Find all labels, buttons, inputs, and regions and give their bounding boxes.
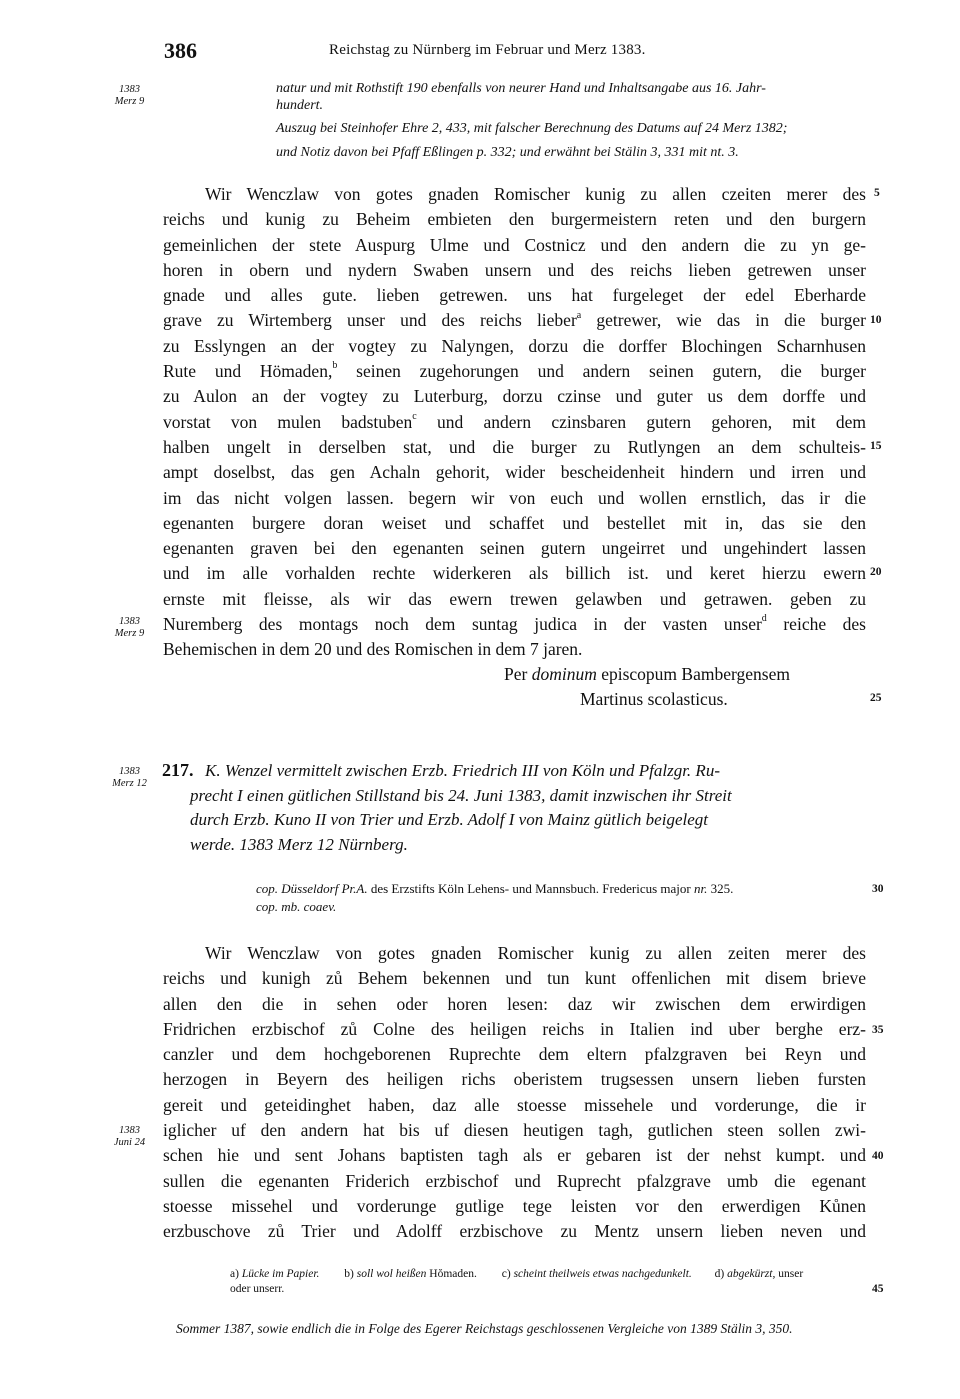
footnote-label: a) [230,1268,239,1280]
text-line: horen in obern und nydern Swaben unsern und des reichs lieben getrewen unser [163,259,866,280]
intro-note [276,77,866,165]
footnote-line-2: oder unserr. [230,1283,285,1295]
text-segment: reiche des [766,614,866,635]
text-line: canzler und dem hochgeborenen Ruprechte dem eltern pfalzgraven bei Reyn und [163,1044,866,1065]
document-217-text [163,941,866,1245]
source-text: des Erzstifts Köln Lehens- und Mannsbuch. Fredericus major [367,881,694,896]
footnote-label: d) [714,1268,725,1280]
signature-line-2: Martinus scolasticus. [580,689,728,709]
text-line: stoesse missehel und vorderunge gutlige tege leisten vor den erwerdigen Kůnen [163,1195,866,1216]
line-number: 40 [872,1150,884,1162]
text-line: ampt doselbst, das gen Achaln gehorit, wider bescheidenheit hindern und irren und [163,462,866,483]
line-number: 45 [872,1283,884,1295]
footnote-mark: c [412,410,417,422]
text-line: herzogen in Beyern des heiligen richs oberistem trugsessen unsern lieben fursten [163,1069,866,1090]
text-segment: getrewer, wie das in die burger [581,310,866,331]
margin-year: 1383 [119,84,140,95]
footnote-text: scheint theilweis etwas nachgedunkelt. [513,1268,692,1280]
note-line: und Notiz davon bei Pfaff Eßlingen p. 332; und erwähnt bei Stälin 3, 331 mit nt. 3. [276,145,739,160]
footnote-text: unser [775,1268,804,1280]
line-number: 35 [872,1024,884,1036]
margin-day: Merz 12 [112,778,147,789]
footnote-mark: a [576,309,582,321]
line-number: 10 [870,314,882,326]
sig-italic: dominum [531,664,597,684]
text-line [163,410,866,435]
note-line: Auszug bei Steinhofer Ehre 2, 433, mit falscher Berechnung des Datums auf 24 Merz 1382; [276,121,788,136]
margin-date-mid [107,616,152,640]
document-number: 217. [162,760,194,780]
text-line: egenanten burgere doran weiset und schaffet und bestellet mit in, das sie den [163,512,866,533]
footnote-c [502,1268,692,1280]
text-line: Fridrichen erzbischof zů Colne des heiligen reichs in Italien ind uber berghe erz- [163,1018,866,1039]
footnote-line-1 [230,1267,870,1282]
line-number: 5 [874,187,880,199]
text-segment: vorstat von mulen badstuben [163,411,413,432]
text-segment: Nuremberg des montags noch dem suntag judica in der vasten unser [163,614,762,635]
footnote-d [715,1268,804,1280]
text-line [163,359,866,384]
text-line: reichs und kunig zu Beheim embieten den burgermeistern reten und den burgern [163,209,866,230]
text-segment: Rute und Hömaden, [163,361,333,382]
text-line: gemeinlichen der stete Auspurg Ulme und Costnicz und den andern die zu yn ge- [163,234,866,255]
text-line: ernste mit fleisse, als wir das ewern trewen gelawben und getrawen. geben zu [163,588,866,609]
text-line: Wir Wenczlaw von gotes gnaden Romischer kunig zu allen czeiten merer des [205,184,866,204]
regest-line: durch Erzb. Kuno II von Trier und Erzb. Adolf I von Mainz gütlich beigelegt [190,810,708,829]
margin-year: 1383 [119,1125,140,1136]
footnote-text: soll wol heißen [356,1268,427,1280]
line-number: 25 [870,692,882,704]
line-number: 15 [870,440,882,452]
signature-line-1 [504,662,790,687]
text-line: gnade und alles gute. lieben getrewen. uns hat furgeleget der edel Eberharde [163,285,866,306]
regest-line: werde. 1383 Merz 12 Nürnberg. [190,834,408,854]
text-line [163,612,866,637]
text-line: iglicher uf den andern hat bis uf diesen heutigen tagh, gutlichen steen sollen zwi- [163,1120,866,1141]
note-line: natur und mit Rothstift 190 ebenfalls von neurer Hand und Inhaltsangabe aus 16. Jahr- [276,81,766,96]
sig-text: Per [504,664,532,684]
source-line-1 [256,880,733,898]
text-line: erzbuschove zů Trier und Adolff erzbischove zu Mentz unsern lieben neven und [163,1221,866,1242]
text-line: und im alle vorhalden rechte widerkeren als billich ist. und keret hierzu ewern [163,563,866,584]
text-line: reichs und kunigh zů Behem bekennen und tun kunt offenlichen mit disem brieve [163,968,866,989]
text-line: Behemischen in dem 20 und des Romischen in dem 7 jaren. [163,639,583,660]
sig-text: episcopum Bambergensem [596,664,790,684]
footnote-a [230,1268,319,1280]
page-number: 386 [164,38,197,63]
document-217-regest [190,759,866,857]
text-segment: seinen zugehorungen und andern seinen gutern, die burger [337,361,866,382]
text-segment: grave zu Wirtemberg unser und des reichs lieber [163,310,577,331]
footnote-mark: b [332,360,338,372]
text-line: sullen die egenanten Friderich erzbischof und Ruprecht pfalzgrave umb die egenant [163,1170,866,1191]
bottom-note: Sommer 1387, sowie endlich die in Folge des Egerer Reichstags geschlossenen Vergleiche von 1389 Stälin 3, 350. [176,1321,793,1336]
source-italic: nr. [693,881,708,896]
footnote-mark: d [761,613,767,625]
regest-line: K. Wenzel vermittelt zwischen Erzb. Friedrich III von Köln und Pfalzgr. Ru- [205,761,720,780]
text-line: allen den die in sehen oder horen lesen: daz wir zwischen dem erwirdigen [163,993,866,1014]
text-line: Wir Wenczlaw von gotes gnaden Romischer kunig zu allen zeiten merer des [205,943,866,963]
text-line: schen hie und sent Johans baptisten tagh als er gebaren ist der nehst kumpt. und [163,1145,866,1166]
line-number: 20 [870,566,882,578]
text-line: gereit und geteidinghet haben, daz alle stoesse missehele und vorderunge, die ir [163,1094,866,1115]
footnote-text: Lücke im Papier. [241,1268,320,1280]
text-line [163,308,866,333]
source-citation [256,880,733,916]
document-216-text [163,182,866,663]
margin-date-lower [107,1125,152,1149]
margin-date-top [107,84,152,108]
source-line-2: cop. mb. coaev. [256,899,337,914]
source-text: 325. [707,881,734,896]
running-title: Reichstag zu Nürnberg im Februar und Merz 1383. [329,42,646,58]
source-italic: cop. Düsseldorf Pr.A. [256,881,368,896]
note-line: hundert. [276,98,324,113]
margin-day: Merz 9 [114,96,145,107]
footnote-text: Hŏmaden. [426,1268,477,1280]
text-segment: und andern czinsbaren gutern gehoren, mit dem [416,411,867,432]
footnote-b [344,1268,477,1280]
margin-day: Merz 9 [114,628,145,639]
margin-year: 1383 [119,616,140,627]
margin-date-217 [107,766,152,790]
footnote-text: abgekürzt, [727,1268,776,1280]
text-line: zu Esslyngen an der vogtey zu Nalyngen, dorzu die dorffer Blochingen Scharnhusen [163,335,866,356]
margin-day: Juni 24 [113,1137,146,1148]
text-line: im das nicht volgen lassen. begern wir von euch und wollen ernstlich, das ir die [163,487,866,508]
footnote-label: b) [344,1268,354,1280]
footnotes [230,1267,870,1297]
text-line: zu Aulon an der vogtey zu Luterburg, dorzu czinse und guter us dem dorffe und [163,386,866,407]
regest-line: precht I einen gütlichen Stillstand bis 24. Juni 1383, damit inzwischen ihr Streit [190,785,732,805]
footnote-label: c) [501,1268,511,1280]
text-line: egenanten graven bei den egenanten seinen gutern ungeirret und ungehindert lassen [163,538,866,559]
text-line: halben ungelt in derselben stat, und die burger zu Rutlyngen an dem schulteis- [163,436,866,457]
line-number: 30 [872,883,884,895]
margin-year: 1383 [119,766,140,777]
